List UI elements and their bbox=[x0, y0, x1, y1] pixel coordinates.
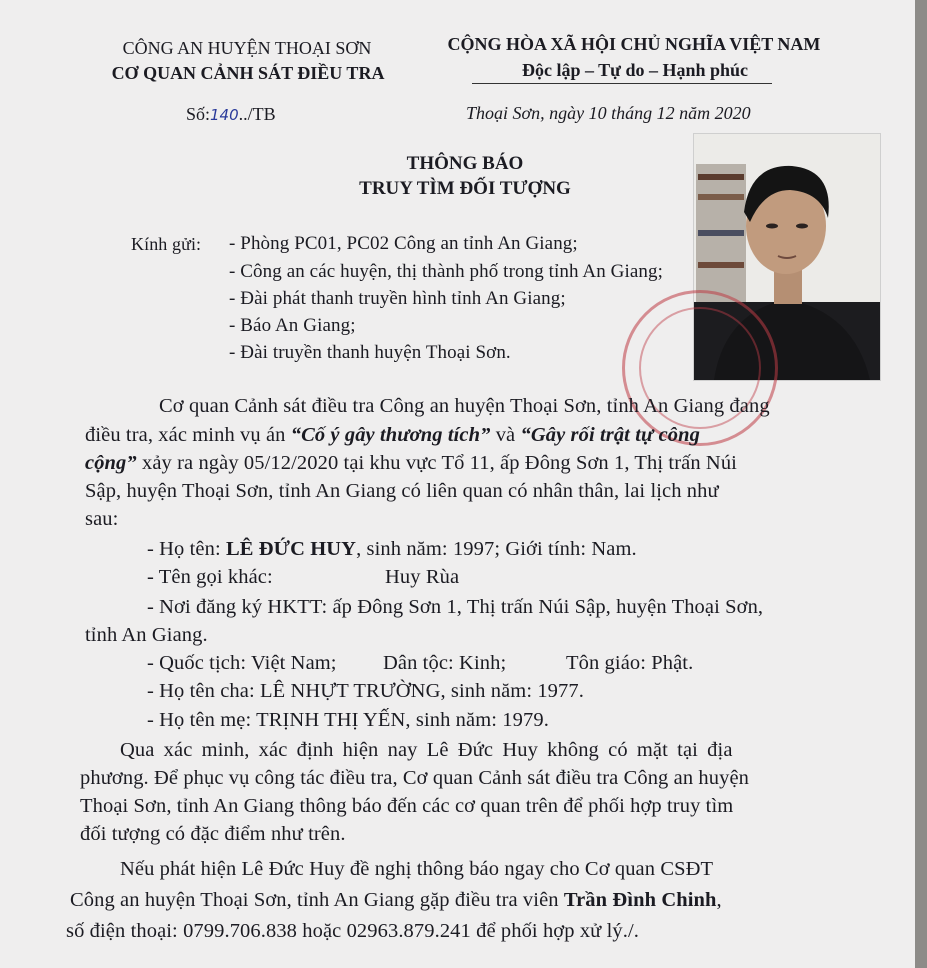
father-info: - Họ tên cha: LÊ NHỰT TRƯỜNG, sinh năm: 1977. bbox=[147, 680, 584, 702]
body-text: Thoại Sơn, tỉnh An Giang thông báo đến các cơ quan trên để phối hợp truy tìm bbox=[80, 795, 734, 817]
recipients-label: Kính gửi: bbox=[131, 234, 202, 254]
body-text-segment: xảy ra ngày 05/12/2020 tại khu vực Tổ 11, ấp Đông Sơn 1, Thị trấn Núi bbox=[136, 452, 737, 474]
national-slogan: Độc lập – Tự do – Hạnh phúc bbox=[521, 60, 749, 80]
body-text: Sập, huyện Thoại Sơn, tỉnh An Giang có liên quan có nhân thân, lai lịch như bbox=[85, 480, 719, 502]
case-name-2-end: cộng” bbox=[85, 452, 137, 474]
residence-line: tỉnh An Giang. bbox=[85, 624, 208, 646]
alias-label: - Tên gọi khác: bbox=[147, 566, 273, 588]
residence-line: - Nơi đăng ký HKTT: ấp Đông Sơn 1, Thị trấn Núi Sập, huyện Thoại Sơn, bbox=[147, 596, 764, 618]
nationality: - Quốc tịch: Việt Nam; bbox=[147, 652, 337, 674]
field-label: - Họ tên: bbox=[147, 538, 226, 560]
body-text-segment: điều tra, xác minh vụ án bbox=[85, 424, 291, 446]
field-value: , sinh năm: 1997; Giới tính: Nam. bbox=[356, 538, 637, 560]
body-text: Qua xác minh, xác định hiện nay Lê Đức Huy không có mặt tại địa bbox=[120, 739, 733, 761]
ethnicity: Dân tộc: Kinh; bbox=[383, 652, 507, 674]
suspect-name-line bbox=[147, 538, 637, 561]
body-text bbox=[70, 889, 722, 912]
doc-number-handwritten: 140 bbox=[210, 106, 239, 124]
recipient-item: - Công an các huyện, thị thành phố trong tỉnh An Giang; bbox=[229, 261, 663, 282]
body-text-segment: Công an huyện Thoại Sơn, tỉnh An Giang gặp điều tra viên bbox=[70, 889, 564, 911]
document-title: THÔNG BÁO bbox=[406, 153, 524, 174]
mother-info: - Họ tên mẹ: TRỊNH THỊ YẾN, sinh năm: 1979. bbox=[147, 709, 549, 731]
body-text: sau: bbox=[85, 508, 119, 530]
case-name-1: “Cố ý gây thương tích” bbox=[290, 424, 491, 446]
body-text bbox=[85, 452, 737, 475]
body-text: Cơ quan Cảnh sát điều tra Công an huyện Thoại Sơn, tỉnh An Giang đang bbox=[159, 395, 770, 417]
recipient-item: - Đài truyền thanh huyện Thoại Sơn. bbox=[229, 342, 511, 363]
agency-name: CÔNG AN HUYỆN THOẠI SƠN bbox=[122, 38, 372, 58]
recipient-item: - Phòng PC01, PC02 Công an tỉnh An Giang; bbox=[229, 233, 578, 254]
doc-number-prefix: Số: bbox=[186, 104, 211, 124]
agency-department: CƠ QUAN CẢNH SÁT ĐIỀU TRA bbox=[111, 63, 385, 83]
official-seal bbox=[622, 290, 778, 446]
religion: Tôn giáo: Phật. bbox=[566, 652, 694, 674]
body-text-segment: , bbox=[716, 889, 722, 911]
document-number bbox=[186, 104, 276, 125]
suspect-name: LÊ ĐỨC HUY bbox=[226, 538, 357, 560]
page-edge-shadow bbox=[915, 0, 927, 968]
case-name-2: “Gây rối trật tự công bbox=[520, 424, 701, 446]
investigator-name: Trần Đình Chinh bbox=[563, 889, 717, 911]
recipient-item: - Đài phát thanh truyền hình tỉnh An Giang; bbox=[229, 288, 566, 309]
alias-value: Huy Rùa bbox=[385, 566, 460, 588]
body-text: đối tượng có đặc điểm như trên. bbox=[80, 823, 346, 845]
body-text: phương. Để phục vụ công tác điều tra, Cơ quan Cảnh sát điều tra Công an huyện bbox=[80, 767, 750, 789]
doc-number-suffix: ../TB bbox=[238, 104, 276, 124]
slogan-underline bbox=[472, 83, 772, 84]
document-subtitle: TRUY TÌM ĐỐI TƯỢNG bbox=[359, 178, 571, 199]
body-text: Nếu phát hiện Lê Đức Huy đề nghị thông báo ngay cho Cơ quan CSĐT bbox=[120, 858, 714, 880]
national-motto: CỘNG HÒA XÃ HỘI CHỦ NGHĨA VIỆT NAM bbox=[447, 34, 821, 54]
body-text-segment: và bbox=[490, 424, 521, 446]
body-text bbox=[85, 424, 700, 447]
contact-phone-line: số điện thoại: 0799.706.838 hoặc 02963.879.241 để phối hợp xử lý./. bbox=[66, 920, 639, 942]
place-and-date: Thoại Sơn, ngày 10 tháng 12 năm 2020 bbox=[466, 103, 751, 123]
recipient-item: - Báo An Giang; bbox=[229, 315, 356, 336]
